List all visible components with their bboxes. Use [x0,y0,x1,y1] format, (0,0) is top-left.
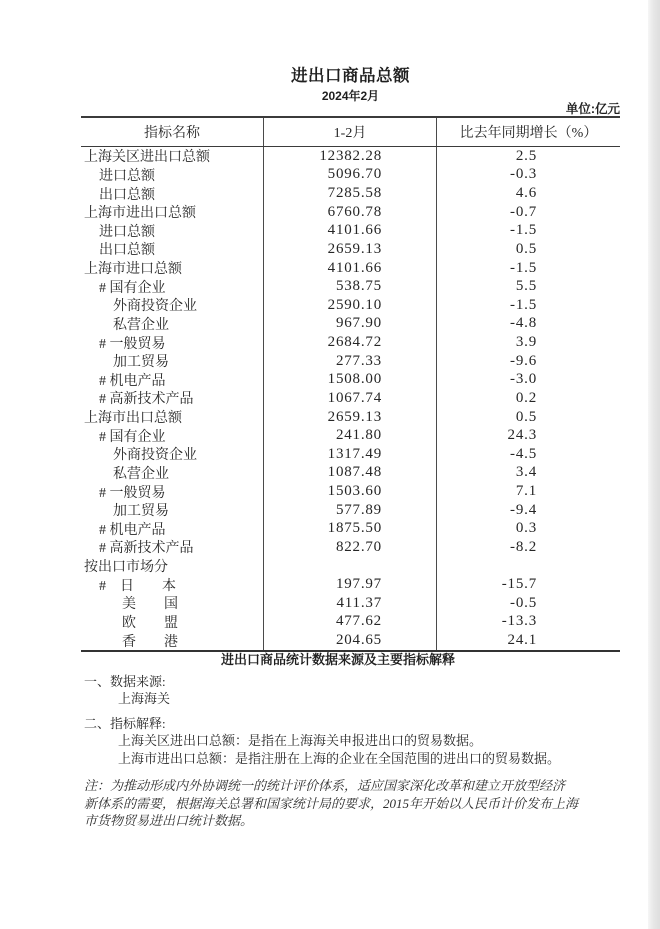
row-growth: 7.1 [515,483,537,500]
row-growth: -1.5 [510,222,537,239]
indicator-explain-item: 上海关区进出口总额：是指在上海海关申报进出口的贸易数据。 [118,733,483,748]
indicator-explain-list [118,732,560,767]
unit-label: 单位:亿元 [565,102,620,116]
row-growth: -9.4 [510,501,537,518]
table-row [81,482,620,501]
row-growth: 24.3 [507,427,537,444]
table-row [81,371,620,390]
column-header-indicator: 指标名称 [144,126,200,141]
table-row [81,389,620,408]
table-row [81,203,620,222]
row-value: 477.62 [263,613,437,632]
row-growth [437,557,620,576]
row-growth: -8.2 [510,538,537,555]
row-value: 967.90 [263,315,437,334]
table-row [81,240,620,259]
row-indicator-label: 进口总额 [99,224,155,240]
footnote-paragraph [84,777,616,830]
table-row [81,426,620,445]
table-row [81,352,620,371]
table-row [81,333,620,352]
row-growth: -1.5 [510,259,537,276]
row-value: 7285.58 [263,184,437,203]
statistics-table [81,116,620,652]
table-row [81,501,620,520]
table-row [81,222,620,241]
row-growth: -13.3 [501,613,537,630]
row-growth: -0.3 [510,166,537,183]
row-indicator-label: 外商投资企业 [113,448,197,464]
row-indicator-label: # 国有企业 [99,429,166,445]
row-growth: -15.7 [501,576,537,593]
row-growth: 5.5 [515,278,537,295]
row-growth: 3.4 [515,464,537,481]
row-indicator-label: 私营企业 [113,317,169,333]
row-indicator-label: 外商投资企业 [113,299,197,315]
footnote-line: 市货物贸易进出口统计数据。 [84,813,254,829]
table-row [81,520,620,539]
row-value: 4101.66 [263,222,437,241]
row-value: 204.65 [263,631,437,650]
row-growth: 0.3 [515,520,537,537]
row-value: 538.75 [263,277,437,296]
table-row [81,464,620,483]
table-row [81,575,620,594]
table-row [81,184,620,203]
row-value: 1503.60 [263,482,437,501]
row-value: 6760.78 [263,203,437,222]
row-growth: 0.2 [515,389,537,406]
row-indicator-label: # 高新技术产品 [99,541,194,557]
row-indicator-label: 香 港 [122,634,178,650]
row-value: 2659.13 [263,240,437,259]
table-row [81,408,620,427]
row-indicator-label: 上海关区进出口总额 [84,150,210,166]
row-value: 1087.48 [263,464,437,483]
row-indicator-label: # 日 本 [99,578,176,594]
row-value: 12382.28 [263,147,437,166]
row-indicator-label: # 国有企业 [99,280,166,296]
table-row [81,445,620,464]
indicator-explain-label: 二、指标解释: [84,716,166,731]
row-indicator-label: 私营企业 [113,466,169,482]
table-row [81,557,620,576]
data-source-label: 一、数据来源: [84,674,166,689]
table-row [81,613,620,632]
row-value: 1875.50 [263,520,437,539]
row-growth: -3.0 [510,371,537,388]
row-indicator-label: 上海市出口总额 [84,411,182,427]
row-growth: 3.9 [515,334,537,351]
row-value: 411.37 [263,594,437,613]
row-indicator-label: 出口总额 [99,243,155,259]
table-row [81,166,620,185]
row-indicator-label: # 高新技术产品 [99,392,194,408]
row-indicator-label: 加工贸易 [113,355,169,371]
row-value: 5096.70 [263,166,437,185]
data-source-value: 上海海关 [118,691,171,706]
row-indicator-label: 出口总额 [99,187,155,203]
table-row [81,277,620,296]
page-title: 进出口商品总额 [291,67,410,85]
row-growth: 4.6 [515,185,537,202]
row-growth: -9.6 [510,352,537,369]
row-value: 577.89 [263,501,437,520]
row-indicator-label: 上海市进出口总额 [84,206,196,222]
row-indicator-label: 进口总额 [99,168,155,184]
table-row [81,631,620,650]
row-growth: -1.5 [510,296,537,313]
row-growth: -4.5 [510,445,537,462]
table-row [81,147,620,166]
row-growth: -4.8 [510,315,537,332]
row-value: 197.97 [263,575,437,594]
row-indicator-label: 欧 盟 [122,615,178,631]
table-row [81,594,620,613]
row-value: 241.80 [263,426,437,445]
row-growth: -0.5 [510,594,537,611]
table-row [81,296,620,315]
row-indicator-label: # 机电产品 [99,373,166,389]
row-growth: 2.5 [515,147,537,164]
row-indicator-label: 上海市进口总额 [84,262,182,278]
column-header-period: 1-2月 [263,118,437,146]
table-row [81,259,620,278]
indicator-explain-item: 上海市进出口总额：是指注册在上海的企业在全国范围的进出口的贸易数据。 [118,750,561,766]
row-value: 2684.72 [263,333,437,352]
page-edge-strip [648,0,660,929]
row-value [263,557,437,576]
row-indicator-label: # 一般贸易 [99,336,166,352]
row-value: 822.70 [263,538,437,557]
row-indicator-label: # 一般贸易 [99,485,166,501]
column-header-growth: 比去年同期增长（%） [459,126,598,141]
row-value: 2659.13 [263,408,437,427]
row-value: 4101.66 [263,259,437,278]
row-indicator-label: # 机电产品 [99,522,166,538]
row-growth: 0.5 [515,408,537,425]
table-header-row [81,118,620,147]
table-body [81,147,620,652]
row-indicator-label: 加工贸易 [113,504,169,520]
row-value: 1067.74 [263,389,437,408]
row-growth: 24.1 [507,632,537,649]
footnote-line: 新体系的需要，根据海关总署和国家统计局的要求，2015年开始以人民币计价发布上海 [84,795,579,811]
row-value: 1317.49 [263,445,437,464]
row-value: 1508.00 [263,371,437,390]
row-growth: 0.5 [515,240,537,257]
row-value: 2590.10 [263,296,437,315]
row-indicator-label: 美 国 [122,597,178,613]
table-row [81,538,620,557]
row-value: 277.33 [263,352,437,371]
notes-section-heading: 进出口商品统计数据来源及主要指标解释 [220,652,455,667]
row-indicator-label: 按出口市场分 [84,560,168,576]
row-growth: -0.7 [510,203,537,220]
page-subtitle: 2024年2月 [321,89,380,103]
footnote-line: 注：为推动形成内外协调统一的统计评价体系，适应国家深化改革和建立开放型经济 [84,778,566,793]
table-row [81,315,620,334]
